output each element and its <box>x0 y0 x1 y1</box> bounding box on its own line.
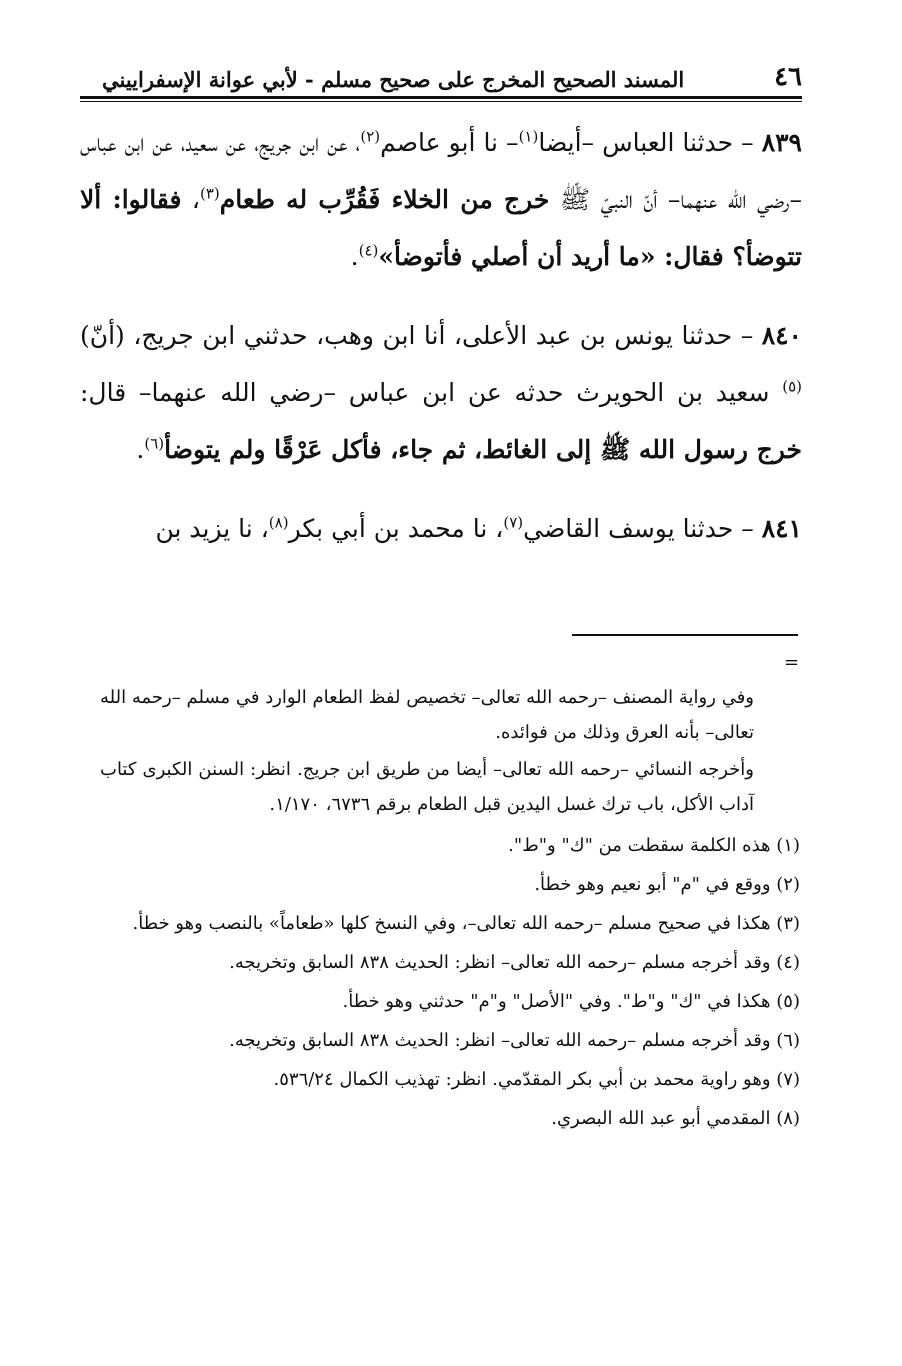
text-segment: ، نا يزيد بن <box>155 514 269 543</box>
header-rule-thick <box>80 96 802 99</box>
footnote-text: وقد أخرجه مسلم –رحمه الله تعالى– انظر: الحديث ٨٣٨ السابق وتخريجه. <box>229 1030 771 1051</box>
footnote-text: المقدمي أبو عبد الله البصري. <box>551 1108 771 1129</box>
footnote-item <box>100 1021 802 1060</box>
footnote-text: هكذا في "ك" و"ط". وفي "الأصل" و"م" حدثني وهو خطأ. <box>342 991 771 1012</box>
footnote-ref: (٥) <box>782 377 802 396</box>
footnote-item <box>100 865 802 904</box>
footnote-number: (٦) <box>776 1030 800 1051</box>
footnote-item <box>100 1060 802 1099</box>
footnote-number: (٧) <box>776 1069 800 1090</box>
footnote-number: (٢) <box>776 874 800 895</box>
text-segment: – حدثنا يوسف القاضي <box>523 514 762 543</box>
footnote-text: وقد أخرجه مسلم –رحمه الله تعالى– انظر: الحديث ٨٣٨ السابق وتخريجه. <box>229 952 771 973</box>
text-segment: – نا أبو عاصم <box>380 128 519 157</box>
main-text <box>80 114 802 579</box>
footnote-item <box>100 904 802 943</box>
text-segment: – حدثنا العباس –أيضا <box>538 128 762 157</box>
hadith-839 <box>80 114 802 285</box>
footnote-number: (٥) <box>776 991 800 1012</box>
footnote-number: (٨) <box>776 1108 800 1129</box>
text-segment: . <box>136 435 145 464</box>
hadith-840 <box>80 307 802 478</box>
footnote-item <box>100 1099 802 1138</box>
text-segment: ، نا محمد بن أبي بكر <box>288 514 504 543</box>
footnote-ref: (٨) <box>268 513 289 532</box>
footnote-text: ووقع في "م" أبو نعيم وهو خطأ. <box>534 874 771 895</box>
footnote-text: وهو راوية محمد بن أبي بكر المقدّمي. انظر: تهذيب الكمال ٥٣٦/٢٤. <box>273 1069 771 1090</box>
footnote-ref: (٧) <box>503 513 524 532</box>
hadith-number: ٨٤٠ <box>761 321 802 350</box>
footnote-ref: (٦) <box>144 434 165 453</box>
footnote-list <box>100 826 802 1138</box>
text-segment: – حدثنا يونس بن عبد الأعلى، أنا ابن وهب، حدثني ابن جريج، (أنّ) <box>80 321 762 350</box>
prophetic-text: فقالوا: ألا تتوضأ؟ فقال: «ما أريد أن أصلي فأتوضأ» <box>80 185 802 271</box>
footnote-ref: (١) <box>518 127 539 146</box>
header-rule-thin <box>80 101 802 102</box>
footnote-ref: (٢) <box>360 127 381 146</box>
continued-footnote-paragraph: وفي رواية المصنف –رحمه الله تعالى– تخصيص لفظ الطعام الوارد في مسلم –رحمه الله تعالى– بأنه العرق وذلك من فوائده. <box>100 687 754 743</box>
hadith-number: ٨٤١ <box>761 514 802 543</box>
prophetic-text: خرج من الخلاء فَقُرِّب له طعام <box>219 185 550 214</box>
footnote-number: (٣) <box>776 913 800 934</box>
footnote-item <box>100 943 802 982</box>
text-segment: ، عن ابن جريج، عن سعيد، عن ابن عباس –رضي الله عنهما– أنّ النبيّ ﷺ <box>80 128 802 214</box>
text-segment: . <box>350 242 359 271</box>
prophetic-text: خرج رسول الله ﷺ إلى الغائط، ثم جاء، فأكل عَرْقًا ولم يتوضأ <box>164 435 802 464</box>
hadith-841 <box>80 500 802 557</box>
continued-footnote-paragraph: وأخرجه النسائي –رحمه الله تعالى– أيضا من طريق ابن جريج. انظر: السنن الكبرى كتاب آداب الأكل، باب ترك غسل اليدين قبل الطعام برقم ٦٧٣٦، ١/١٧٠. <box>100 759 754 815</box>
footnote-item <box>100 982 802 1021</box>
text-segment: سعيد بن الحويرث حدثه عن ابن عباس –رضي الله عنهما– قال: <box>80 378 783 407</box>
footnote-text: هكذا في صحيح مسلم –رحمه الله تعالى–، وفي النسخ كلها «طعاماً» بالنصب وهو خطأ. <box>132 913 771 934</box>
footnote-text: هذه الكلمة سقطت من "ك" و"ط". <box>508 835 771 856</box>
page-number: ٤٦ <box>774 62 802 92</box>
footnotes <box>100 680 802 1138</box>
running-title: المسند الصحيح المخرج على صحيح مسلم - لأبي عوانة الإسفراييني <box>102 67 685 92</box>
footnote-ref: (٤) <box>358 241 379 260</box>
footnote-separator <box>572 634 798 636</box>
hadith-number: ٨٣٩ <box>761 128 802 157</box>
continuation-mark: = <box>784 652 800 673</box>
page-header <box>90 58 802 92</box>
footnote-ref: (٣) <box>200 184 220 203</box>
footnote-number: (٤) <box>776 952 800 973</box>
text-segment: ، <box>181 185 200 214</box>
footnote-item <box>100 826 802 865</box>
footnote-number: (١) <box>776 835 800 856</box>
